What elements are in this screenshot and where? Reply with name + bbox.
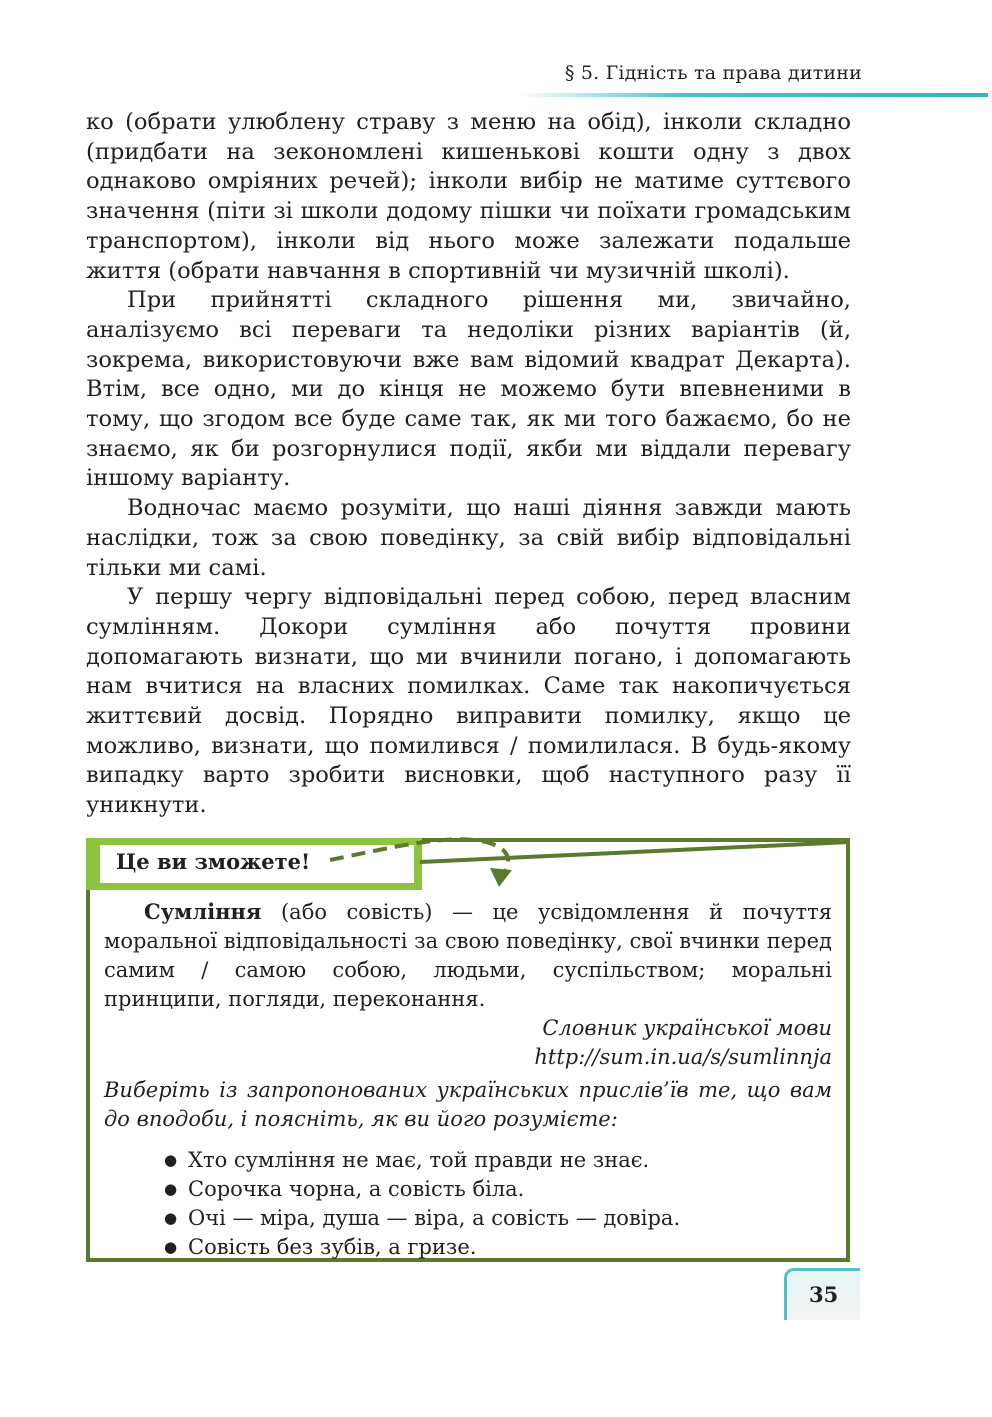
- paragraph: При прийнятті складного рішення ми, звичайно, аналізуємо всі переваги та недоліки різних варіантів (й, зокрема, використовуючи вже вам відомий квадрат Декарта). Втім, все одно, ми до кінця не можемо бути впевненими в тому, що згодом все буде саме так, як ми того бажаємо, бо не знаємо, як би розгорнулися події, якби ми віддали перевагу іншому варіанту.: [86, 287, 851, 492]
- page-number: 35: [809, 1282, 839, 1307]
- main-text: [86, 108, 851, 821]
- paragraph: У першу чергу відповідальні перед собою, перед власним сумлінням. Докори сумління або почуття провини допомагають визнати, що ми вчинили погано, і допомагають нам вчитися на власних помилках. Саме так накопичується життєвий досвід. Порядно виправити помилку, якщо це можливо, визнати, що помилився / помилилася. В будь-якому випадку варто зробити висновки, щоб наступного разу її уникнути.: [86, 584, 851, 819]
- source-title: Словник української мови: [542, 1016, 832, 1040]
- proverb-list: [104, 1146, 832, 1262]
- activity-content: [104, 897, 832, 1262]
- paragraph: ко (обрати улюблену страву з меню на обід), інколи складно (придбати на зекономлені кишенькові кошти одну з двох однаково омріяних речей); інколи вибір не матиме суттєвого значення (піти зі школи додому пішки чи поїхати громадським транспортом), інколи від нього може залежати подальше життя (обрати навчання в спортивній чи музичній школі).: [86, 109, 851, 284]
- definition-text: (або совість) — це усвідомлення й почуття моральної відповідальності за свою поведінку, свої вчинки перед самим / самою собою, людьми, суспільством; моральні принципи, погляди, переконання.: [104, 900, 832, 1011]
- activity-tab: [86, 838, 422, 890]
- paragraph: Водночас маємо розуміти, що наші діяння завжди мають наслідки, тож за свою поведінку, за свій вибір відповідальні тільки ми самі.: [86, 495, 851, 581]
- list-item: ● Хто сумління не має, той правди не знає.: [164, 1146, 832, 1175]
- header-rule: [520, 93, 988, 97]
- running-title: § 5. Гідність та права дитини: [564, 62, 862, 84]
- task-instruction: Виберіть із запропонованих українських прислів’їв те, що вам до вподоби, і поясніть, як ви його розумієте:: [104, 1078, 832, 1131]
- source-url: http://sum.in.ua/s/sumlinnja: [534, 1045, 832, 1069]
- list-item: ● Сорочка чорна, а совість біла.: [164, 1175, 832, 1204]
- definition: [104, 897, 832, 1014]
- page-number-tab: [784, 1268, 860, 1320]
- list-item: ● Очі — міра, душа — віра, а совість — довіра.: [164, 1204, 832, 1233]
- activity-tab-label: Це ви зможете!: [116, 849, 311, 874]
- definition-term: Сумління: [144, 899, 262, 924]
- running-header: [0, 58, 992, 98]
- list-item: ● Совість без зубів, а гризе.: [164, 1233, 832, 1262]
